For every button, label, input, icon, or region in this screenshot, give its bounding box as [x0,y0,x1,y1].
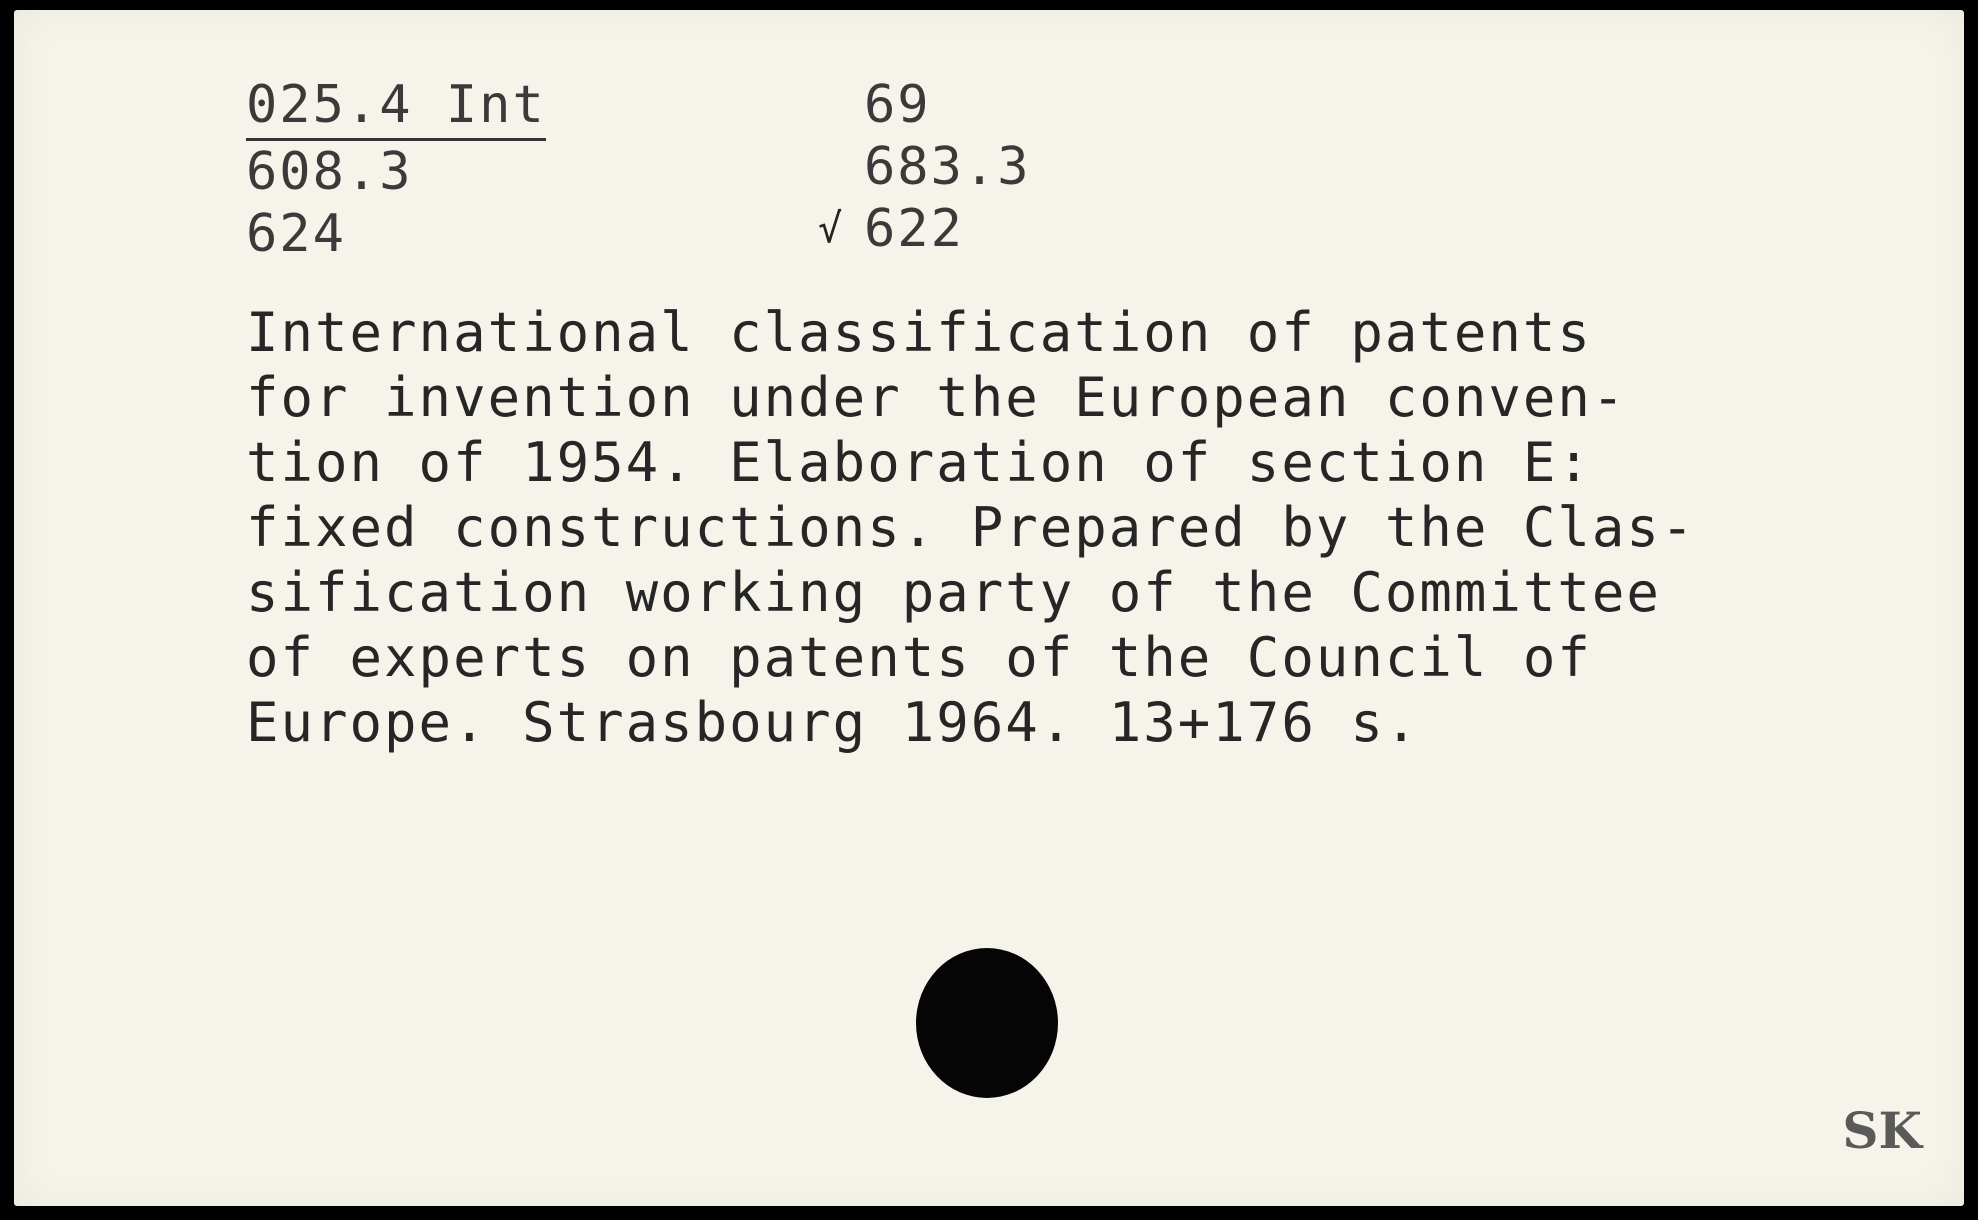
description-line: International classification of patents [246,301,1592,364]
description-line: for invention under the European conven- [246,366,1627,429]
punch-hole [916,948,1058,1098]
classification-number: 622 [864,199,964,259]
check-mark-icon: √ [818,206,845,252]
description-line: fixed constructions. Prepared by the Clas- [246,496,1696,559]
description-line: of experts on patents of the Council of [246,626,1592,689]
classification-number: 69 [864,75,931,135]
bibliographic-description [246,300,1806,755]
main-classification: 025.4 Int [246,74,546,141]
classification-number: 624 [246,204,346,264]
classification-number: 683.3 [864,137,1031,197]
description-line: sification working party of the Committee [246,561,1661,624]
description-line: Europe. Strasbourg 1964. 13+176 s. [246,691,1420,754]
catalog-card [14,10,1964,1206]
classification-number: 608.3 [246,142,413,202]
call-numbers-right [818,74,1031,260]
call-numbers-left [246,74,546,265]
stamp-initials: SK [1842,1101,1922,1160]
description-line: tion of 1954. Elaboration of section E: [246,431,1592,494]
